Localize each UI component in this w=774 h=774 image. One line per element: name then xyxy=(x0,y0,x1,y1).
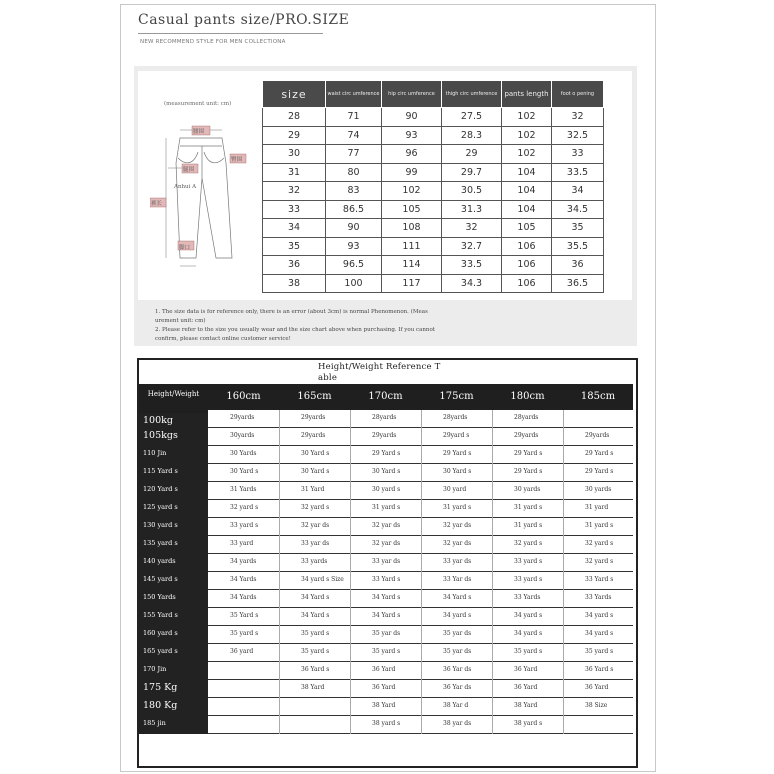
size-recommendation: 34 Yard s xyxy=(443,594,472,601)
height-header: 175cm xyxy=(421,384,492,410)
size-cell: 106 xyxy=(502,237,552,256)
size-cell: 34 xyxy=(263,219,326,238)
height-header: 180cm xyxy=(492,384,563,410)
size-recommendation: 34 yard s xyxy=(585,612,614,619)
weight-label: 105kgs xyxy=(139,428,208,446)
size-recommendation: 32 yard s xyxy=(514,540,543,547)
size-cell: 80 xyxy=(326,163,382,182)
size-recommendation: 32 yar ds xyxy=(372,540,401,547)
size-cell: 36 xyxy=(552,256,604,275)
size-recommendation: 34 yards xyxy=(230,558,257,565)
size-cell: 28 xyxy=(263,108,326,127)
size-recommendation: 38 yar ds xyxy=(443,720,472,727)
weight-label: 145 yard s xyxy=(139,572,208,590)
size-recommendation: 30 Yard s xyxy=(443,468,472,475)
size-row xyxy=(263,237,604,256)
size-cell: 30.5 xyxy=(442,182,502,201)
title-divider xyxy=(138,33,323,34)
size-row xyxy=(263,219,604,238)
size-recommendation: 33 yard s xyxy=(514,576,543,583)
size-cell: 32.7 xyxy=(442,237,502,256)
col-thigh: thigh circ umference xyxy=(442,81,502,108)
size-cell: 33.5 xyxy=(442,256,502,275)
weight-label: 110 Jin xyxy=(139,446,208,464)
size-recommendation: 33 yards xyxy=(301,558,328,565)
size-cell: 105 xyxy=(502,219,552,238)
weight-label: 125 yard s xyxy=(139,500,208,518)
size-recommendation: 29yard s xyxy=(443,432,470,439)
size-recommendation: 31 Yards xyxy=(230,486,257,493)
size-recommendation: 28yards xyxy=(514,414,539,421)
weight-label: 180 Kg xyxy=(139,698,208,716)
size-recommendation: 34 Yard s xyxy=(301,594,330,601)
size-recommendation: 38 Yard xyxy=(301,684,325,691)
size-recommendation: 30 Yards xyxy=(230,450,257,457)
size-recommendation: 35 yar ds xyxy=(443,648,472,655)
height-header: 165cm xyxy=(279,384,350,410)
column-divider xyxy=(421,410,422,734)
size-recommendation: 30 Yard s xyxy=(230,468,259,475)
size-recommendation: 35 Yard s xyxy=(230,612,259,619)
size-cell: 27.5 xyxy=(442,108,502,127)
size-row xyxy=(263,256,604,275)
size-cell: 31 xyxy=(263,163,326,182)
size-cell: 32 xyxy=(442,219,502,238)
size-cell: 102 xyxy=(502,145,552,164)
waist-label: 腰围 xyxy=(193,129,205,135)
size-recommendation: 32 yard s xyxy=(230,504,259,511)
note-line-3: 2. Please refer to the size you usually wear and the size chart above when purchasing. If you cannot xyxy=(155,327,435,333)
weight-label: 130 yard s xyxy=(139,518,208,536)
size-cell: 104 xyxy=(502,200,552,219)
size-recommendation: 33 Yar ds xyxy=(443,576,472,583)
weight-label: 150 Yards xyxy=(139,590,208,608)
size-recommendation: 29 Yard s xyxy=(443,450,472,457)
size-cell: 77 xyxy=(326,145,382,164)
size-recommendation: 38 Yar d xyxy=(443,702,469,709)
size-recommendation: 36 Yard xyxy=(372,684,396,691)
size-row xyxy=(263,274,604,293)
size-recommendation: 38 Size xyxy=(585,702,608,709)
size-cell: 32 xyxy=(552,108,604,127)
size-cell: 29 xyxy=(442,145,502,164)
size-cell: 35.5 xyxy=(552,237,604,256)
size-recommendation: 36 Yard s xyxy=(585,666,614,673)
size-recommendation: 32 yar ds xyxy=(443,522,472,529)
size-cell: 86.5 xyxy=(326,200,382,219)
size-row xyxy=(263,126,604,145)
size-recommendation: 32 yard s xyxy=(585,558,614,565)
size-recommendation: 29yards xyxy=(301,414,326,421)
size-recommendation: 29yards xyxy=(514,432,539,439)
weight-label: 115 Yard s xyxy=(139,464,208,482)
size-recommendation: 32 yar ds xyxy=(301,522,330,529)
size-recommendation: 35 yar ds xyxy=(372,630,401,637)
size-recommendation: 32 yard s xyxy=(301,504,330,511)
size-cell: 33 xyxy=(552,145,604,164)
size-cell: 83 xyxy=(326,182,382,201)
size-cell: 36.5 xyxy=(552,274,604,293)
weight-label: 160 yard s xyxy=(139,626,208,644)
size-recommendation: 30 Yard s xyxy=(301,468,330,475)
size-cell: 90 xyxy=(382,108,442,127)
size-cell: 104 xyxy=(502,182,552,201)
weight-label: 135 yard s xyxy=(139,536,208,554)
weight-label: 175 Kg xyxy=(139,680,208,698)
size-recommendation: 34 yard s xyxy=(514,630,543,637)
size-recommendation: 31 yard xyxy=(585,504,609,511)
model-label: Anhui A xyxy=(174,184,197,190)
size-cell: 102 xyxy=(502,126,552,145)
size-recommendation: 34 yard s xyxy=(585,630,614,637)
size-cell: 102 xyxy=(382,182,442,201)
reference-title xyxy=(318,362,444,384)
size-recommendation: 38 yard s xyxy=(514,720,543,727)
size-recommendation: 29yards xyxy=(230,414,255,421)
length-label: 裤长 xyxy=(151,201,163,207)
size-cell: 29.7 xyxy=(442,163,502,182)
size-row xyxy=(263,163,604,182)
size-recommendation: 33 Yards xyxy=(514,594,541,601)
size-recommendation: 33 Yard s xyxy=(372,576,401,583)
reference-title-line1: Height/Weight Reference T xyxy=(318,362,441,372)
size-recommendation: 33 Yards xyxy=(585,594,612,601)
size-recommendation: 34 yard s xyxy=(443,612,472,619)
size-recommendation: 33 yar ds xyxy=(301,540,330,547)
size-cell: 104 xyxy=(502,163,552,182)
size-recommendation: 29 Yard s xyxy=(585,450,614,457)
note-line-4: confirm, please contact online customer service! xyxy=(155,336,291,342)
size-recommendation: 38 yard s xyxy=(372,720,401,727)
size-recommendation: 29 Yard s xyxy=(372,450,401,457)
size-recommendation: 30 Yard s xyxy=(372,468,401,475)
size-cell: 96.5 xyxy=(326,256,382,275)
size-cell: 33.5 xyxy=(552,163,604,182)
reference-corner: Height/Weight xyxy=(139,384,208,431)
size-recommendation: 36 Yard s xyxy=(301,666,330,673)
size-recommendation: 33 yard s xyxy=(514,558,543,565)
size-recommendation: 36 Yard xyxy=(514,666,538,673)
size-recommendation: 31 yard s xyxy=(514,522,543,529)
size-cell: 99 xyxy=(382,163,442,182)
foot-label: 脚口 xyxy=(179,245,191,251)
size-recommendation: 35 yard s xyxy=(585,648,614,655)
size-recommendation: 35 yard s xyxy=(301,648,330,655)
size-recommendation: 28yards xyxy=(443,414,468,421)
size-row xyxy=(263,182,604,201)
column-divider xyxy=(492,410,493,734)
col-size: size xyxy=(263,81,326,108)
size-cell: 30 xyxy=(263,145,326,164)
measurement-unit-label: (measurement unit: cm) xyxy=(164,101,232,107)
size-recommendation: 30 Yard s xyxy=(301,450,330,457)
size-cell: 105 xyxy=(382,200,442,219)
size-row xyxy=(263,200,604,219)
weight-label: 140 yards xyxy=(139,554,208,572)
pants-diagram xyxy=(150,118,260,278)
height-header: 185cm xyxy=(563,384,633,410)
size-cell: 96 xyxy=(382,145,442,164)
size-cell: 34.5 xyxy=(552,200,604,219)
column-divider xyxy=(279,410,280,734)
size-cell: 35 xyxy=(263,237,326,256)
size-cell: 32.5 xyxy=(552,126,604,145)
size-recommendation: 31 yard s xyxy=(443,504,472,511)
size-recommendation: 36 Yar ds xyxy=(443,666,472,673)
size-recommendation: 35 yard s xyxy=(372,648,401,655)
size-recommendation: 36 Yard xyxy=(585,684,609,691)
page-subtitle: NEW RECOMMEND STYLE FOR MEN COLLECTIONA xyxy=(140,39,286,45)
size-row xyxy=(263,108,604,127)
weight-label: 100kg xyxy=(139,413,208,428)
size-recommendation: 31 yard s xyxy=(514,504,543,511)
size-cell: 32 xyxy=(263,182,326,201)
thigh-label: 腿围 xyxy=(183,167,195,173)
size-recommendation: 35 yard s xyxy=(514,648,543,655)
size-recommendation: 35 yar ds xyxy=(443,630,472,637)
size-cell: 33 xyxy=(263,200,326,219)
size-recommendation: 29 Yard s xyxy=(585,468,614,475)
size-cell: 114 xyxy=(382,256,442,275)
weight-label: 155 Yard s xyxy=(139,608,208,626)
reference-title-line2: able xyxy=(318,373,338,383)
size-recommendation: 29yards xyxy=(585,432,610,439)
size-recommendation: 29yards xyxy=(372,432,397,439)
size-cell: 102 xyxy=(502,108,552,127)
size-recommendation: 36 Yard xyxy=(372,666,396,673)
size-recommendation: 34 yard s xyxy=(514,612,543,619)
height-header: 160cm xyxy=(208,384,279,410)
weight-label: 165 yard s xyxy=(139,644,208,662)
size-recommendation: 32 yar ds xyxy=(443,540,472,547)
size-recommendation: 36 Yard xyxy=(514,684,538,691)
note-line-1: 1. The size data is for reference only, there is an error (about 3cm) is normal Phenomenon. (Meas xyxy=(155,309,428,315)
col-foot: foot o pening xyxy=(552,81,604,108)
page-title: Casual pants size/PRO.SIZE xyxy=(138,12,350,28)
hip-label: 臀围 xyxy=(231,157,243,163)
height-header: 170cm xyxy=(350,384,421,410)
size-recommendation: 29yards xyxy=(301,432,326,439)
size-recommendation: 32 yar ds xyxy=(372,522,401,529)
size-recommendation: 34 Yard s xyxy=(372,594,401,601)
size-recommendation: 30 yard s xyxy=(372,486,401,493)
size-cell: 90 xyxy=(326,219,382,238)
size-recommendation: 28yards xyxy=(372,414,397,421)
size-recommendation: 33 yard s xyxy=(230,522,259,529)
size-cell: 34 xyxy=(552,182,604,201)
size-cell: 111 xyxy=(382,237,442,256)
size-cell: 106 xyxy=(502,274,552,293)
size-table xyxy=(262,80,604,293)
size-cell: 93 xyxy=(326,237,382,256)
size-recommendation: 36 Yar ds xyxy=(443,684,472,691)
size-recommendation: 33 Yard s xyxy=(585,576,614,583)
size-recommendation: 31 Yard xyxy=(301,486,325,493)
size-recommendation: 35 yard s xyxy=(230,630,259,637)
size-recommendation: 31 yard s xyxy=(372,504,401,511)
size-recommendation: 34 Yards xyxy=(230,576,257,583)
size-cell: 100 xyxy=(326,274,382,293)
size-recommendation: 29 Yard s xyxy=(514,468,543,475)
column-divider xyxy=(350,410,351,734)
size-row xyxy=(263,145,604,164)
col-waist: waist circ umference xyxy=(326,81,382,108)
size-recommendation: 35 yard s xyxy=(301,630,330,637)
size-recommendation: 34 yard s Size xyxy=(301,576,344,583)
size-cell: 34.3 xyxy=(442,274,502,293)
size-recommendation: 32 yard s xyxy=(585,540,614,547)
size-cell: 29 xyxy=(263,126,326,145)
size-recommendation: 30 yards xyxy=(585,486,612,493)
size-recommendation: 33 yard xyxy=(230,540,254,547)
size-recommendation: 38 Yard xyxy=(514,702,538,709)
size-recommendation: 31 yard s xyxy=(585,522,614,529)
size-recommendation: 29 Yard s xyxy=(514,450,543,457)
size-cell: 93 xyxy=(382,126,442,145)
weight-label: 185 jin xyxy=(139,716,208,734)
size-table-header xyxy=(263,81,604,108)
size-recommendation: 30 yard xyxy=(443,486,467,493)
size-recommendation: 30yards xyxy=(230,432,255,439)
size-recommendation: 36 yard xyxy=(230,648,254,655)
size-cell: 38 xyxy=(263,274,326,293)
weight-label: 120 Yard s xyxy=(139,482,208,500)
size-cell: 35 xyxy=(552,219,604,238)
size-cell: 108 xyxy=(382,219,442,238)
size-recommendation: 33 yar ds xyxy=(372,558,401,565)
note-line-2: urement unit: cm) xyxy=(155,318,206,324)
size-cell: 71 xyxy=(326,108,382,127)
size-cell: 106 xyxy=(502,256,552,275)
size-cell: 117 xyxy=(382,274,442,293)
size-recommendation: 34 Yards xyxy=(230,594,257,601)
column-divider xyxy=(563,410,564,734)
size-recommendation: 34 Yard s xyxy=(301,612,330,619)
size-cell: 36 xyxy=(263,256,326,275)
col-hip: hip circ umference xyxy=(382,81,442,108)
size-recommendation: 30 yards xyxy=(514,486,541,493)
size-cell: 74 xyxy=(326,126,382,145)
size-recommendation: 33 yar ds xyxy=(443,558,472,565)
weight-label: 170 Jin xyxy=(139,662,208,680)
size-recommendation: 38 Yard xyxy=(372,702,396,709)
size-cell: 28.3 xyxy=(442,126,502,145)
col-length: pants length xyxy=(502,81,552,108)
size-cell: 31.3 xyxy=(442,200,502,219)
size-recommendation: 34 Yard s xyxy=(372,612,401,619)
